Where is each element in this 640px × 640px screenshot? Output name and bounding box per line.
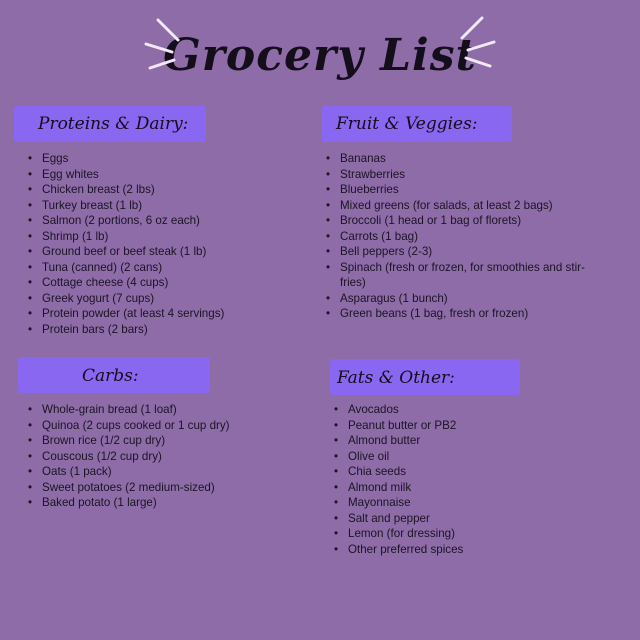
- list-item: • Couscous (1/2 cup dry): [28, 449, 313, 465]
- list-item: • Quinoa (2 cups cooked or 1 cup dry): [28, 418, 313, 434]
- list-item: • Other preferred spices: [334, 542, 614, 558]
- list-item: • Salt and pepper: [334, 511, 614, 527]
- list-item: • Shrimp (1 lb): [28, 229, 313, 245]
- list-item: • Whole-grain bread (1 loaf): [28, 402, 313, 418]
- list-item: • Olive oil: [334, 449, 614, 465]
- sparkle-left-icon: [140, 14, 200, 74]
- section-heading: Fats & Other:: [337, 368, 455, 388]
- list-item: • Protein powder (at least 4 servings): [28, 306, 313, 322]
- list-item: • Spinach (fresh or frozen, for smoothies and stir-fries): [326, 260, 608, 291]
- list-item: • Oats (1 pack): [28, 464, 313, 480]
- list-item: • Mayonnaise: [334, 495, 614, 511]
- list-item: • Chia seeds: [334, 464, 614, 480]
- list-item: • Lemon (for dressing): [334, 526, 614, 542]
- section-heading: Fruit & Veggies:: [336, 114, 478, 134]
- item-list: [326, 151, 608, 322]
- list-item: • Brown rice (1/2 cup dry): [28, 433, 313, 449]
- list-item: • Peanut butter or PB2: [334, 418, 614, 434]
- list-item: • Bell peppers (2-3): [326, 244, 608, 260]
- list-item: • Protein bars (2 bars): [28, 322, 313, 338]
- list-item: • Baked potato (1 large): [28, 495, 313, 511]
- list-item: • Salmon (2 portions, 6 oz each): [28, 213, 313, 229]
- list-item: • Almond milk: [334, 480, 614, 496]
- sparkle-right-icon: [440, 12, 500, 72]
- list-item: • Broccoli (1 head or 1 bag of florets): [326, 213, 608, 229]
- list-item: • Strawberries: [326, 167, 608, 183]
- list-item: • Asparagus (1 bunch): [326, 291, 608, 307]
- list-item: • Sweet potatoes (2 medium-sized): [28, 480, 313, 496]
- list-item: • Bananas: [326, 151, 608, 167]
- list-item: • Greek yogurt (7 cups): [28, 291, 313, 307]
- list-item: • Egg whites: [28, 167, 313, 183]
- list-item: • Eggs: [28, 151, 313, 167]
- list-item: • Chicken breast (2 lbs): [28, 182, 313, 198]
- section-heading: Carbs:: [82, 366, 139, 386]
- item-list: [28, 402, 313, 511]
- list-item: • Blueberries: [326, 182, 608, 198]
- list-item: • Almond butter: [334, 433, 614, 449]
- list-item: • Tuna (canned) (2 cans): [28, 260, 313, 276]
- item-list: [334, 402, 614, 557]
- list-item: • Carrots (1 bag): [326, 229, 608, 245]
- list-item: • Turkey breast (1 lb): [28, 198, 313, 214]
- list-item: • Green beans (1 bag, fresh or frozen): [326, 306, 608, 322]
- list-item: • Cottage cheese (4 cups): [28, 275, 313, 291]
- page-title: Grocery List: [163, 30, 477, 81]
- list-item: • Mixed greens (for salads, at least 2 bags): [326, 198, 608, 214]
- list-item: • Avocados: [334, 402, 614, 418]
- item-list: [28, 151, 313, 337]
- list-item: • Ground beef or beef steak (1 lb): [28, 244, 313, 260]
- section-heading: Proteins & Dairy:: [38, 114, 189, 134]
